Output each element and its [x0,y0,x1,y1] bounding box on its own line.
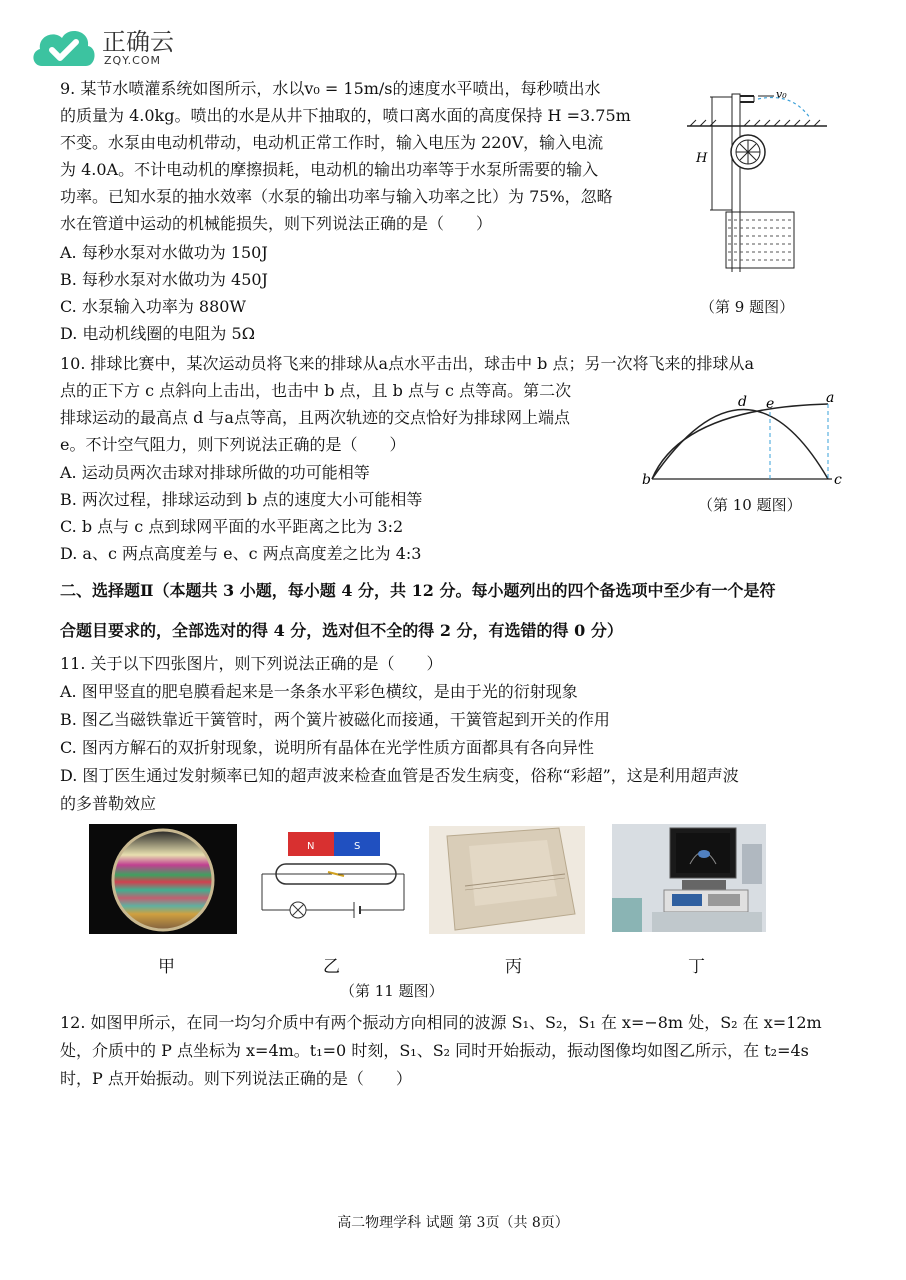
logo [28,22,188,74]
q9-line-6: 水在管道中运动的机械能损失，则下列说法正确的是（ ） [60,214,493,233]
q9-option-d: D. 电动机线圈的电阻为 5Ω [60,324,255,343]
q11-pic-ding-ultrasound [612,824,766,932]
q9-h-label: H [696,151,708,166]
q10-label-c: c [834,472,842,488]
q11-label-bing: 丙 [505,957,522,977]
q10-figure-caption: （第 10 题图） [698,496,802,514]
q10-option-a: A. 运动员两次击球对排球所做的功可能相等 [60,463,370,482]
magnet-s-label: S [354,841,361,852]
q11-label-jia: 甲 [158,957,175,977]
q10-label-a: a [826,390,835,406]
q11-pic-bing-calcite [429,826,585,934]
q9-option-a: A. 每秒水泵对水做功为 150J [60,243,268,262]
q9-figure-caption: （第 9 题图） [700,298,795,316]
q11-option-d-cont: 的多普勒效应 [60,794,157,813]
q11-label-ding: 丁 [688,957,705,977]
q11-option-d: D. 图丁医生通过发射频率已知的超声波来检查血管是否发生病变，俗称“彩超”，这是利用超声波 [60,766,739,785]
q11-option-b: B. 图乙当磁铁靠近干簧管时，两个簧片被磁化而接通，干簧管起到开关的作用 [60,710,610,729]
q10-option-c: C. b 点与 c 点到球网平面的水平距离之比为 3:2 [60,517,404,536]
q10-line-3: 排球运动的最高点 d 与a点等高，且两次轨迹的交点恰好为排球网上端点 [60,408,570,427]
q10-line-4: e。不计空气阻力，则下列说法正确的是（ ） [60,435,406,454]
q12-line-3: 时，P 点开始振动。则下列说法正确的是（ ） [60,1069,412,1088]
q10-line-1: 10. 排球比赛中，某次运动员将飞来的排球从a点水平击出，球击中 b 点；另一次将飞来的排球从a [60,354,755,373]
q11-pic-yi-reed-switch [258,828,408,928]
q9-line-3: 不变。水泵由电动机带动，电动机正常工作时，输入电压为 220V，输入电流 [60,133,604,152]
q9-line-1: 9. 某节水喷灌系统如图所示，水以v₀ = 15m/s的速度水平喷出，每秒喷出水 [60,79,601,98]
magnet-n-label: N [307,841,315,852]
section2-heading-1: 二、选择题Ⅱ（本题共 3 小题，每小题 4 分，共 12 分。每小题列出的四个备选项中至少有一个是符 [60,581,776,600]
q10-figure [642,390,852,490]
q10-line-2: 点的正下方 c 点斜向上击出，也击中 b 点，且 b 点与 c 点等高。第二次 [60,381,572,400]
section2-heading-2: 合题目要求的，全部选对的得 4 分，选对但不全的得 2 分，有选错的得 0 分） [60,621,623,640]
page-footer: 高二物理学科 试题 第 3页（共 8页） [337,1215,569,1231]
q10-label-e: e [766,396,775,412]
q9-line-5: 功率。已知水泵的抽水效率（水泵的输出功率与输入功率之比）为 75%，忽略 [60,187,613,206]
q9-option-c: C. 水泵输入功率为 880W [60,297,246,316]
logo-site: ZQY.COM [104,54,162,67]
logo-name: 正确云 [102,28,174,56]
logo-cloud-icon [28,22,98,72]
q11-figure-caption: （第 11 题图） [340,982,444,1000]
q10-option-b: B. 两次过程，排球运动到 b 点的速度大小可能相等 [60,490,423,509]
q10-option-d: D. a、c 两点高度差与 e、c 两点高度差之比为 4:3 [60,544,422,563]
q9-v0-label: v₀ [776,88,787,101]
q11-option-a: A. 图甲竖直的肥皂膜看起来是一条条水平彩色横纹，是由于光的衍射现象 [60,682,578,701]
q11-option-c: C. 图丙方解石的双折射现象，说明所有晶体在光学性质方面都具有各向异性 [60,738,594,757]
q11-pic-jia-soap-film [89,824,237,934]
q9-figure [682,82,832,272]
q9-line-2: 的质量为 4.0kg。喷出的水是从井下抽取的，喷口离水面的高度保持 H =3.75m [60,106,631,125]
q10-label-d: d [738,394,747,410]
q9-option-b: B. 每秒水泵对水做功为 450J [60,270,268,289]
q12-line-1: 12. 如图甲所示，在同一均匀介质中有两个振动方向相同的波源 S₁、S₂，S₁ 在 x=−8m 处，S₂ 在 x=12m [60,1013,822,1032]
q9-line-4: 为 4.0A。不计电动机的摩擦损耗，电动机的输出功率等于水泵所需要的输入 [60,160,599,179]
q11-label-yi: 乙 [323,957,340,977]
q11-stem: 11. 关于以下四张图片，则下列说法正确的是（ ） [60,654,443,673]
q10-label-b: b [642,472,651,488]
q12-line-2: 处，介质中的 P 点坐标为 x=4m。t₁=0 时刻，S₁、S₂ 同时开始振动，振动图像均如图乙所示，在 t₂=4s [60,1041,809,1060]
